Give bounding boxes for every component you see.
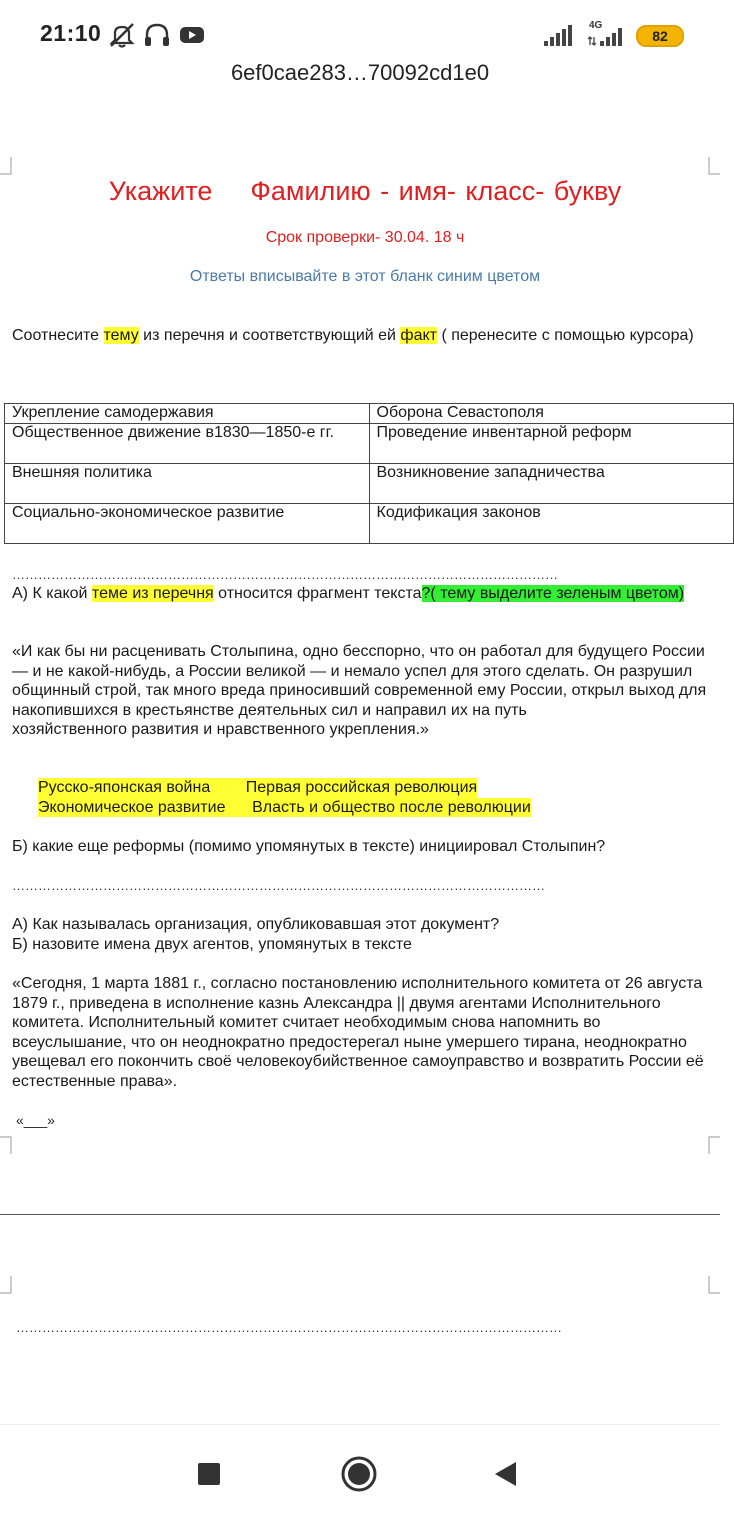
- deadline-text: Срок проверки- 30.04. 18 ч: [265, 229, 465, 246]
- page-corner-mark: [708, 1136, 720, 1154]
- answer-line[interactable]: ………………………………………………………………………………………………………………: [12, 567, 558, 582]
- table-row: [5, 404, 734, 424]
- document-title: 6ef0cae283…70092cd1e0: [230, 60, 490, 85]
- task3-question-b: Б) назовите имена двух агентов, упомянутых в тексте: [12, 936, 412, 953]
- page-corner-mark: [0, 1136, 12, 1154]
- table-row: [5, 504, 734, 544]
- headset-icon: [143, 22, 171, 48]
- matching-table: [4, 403, 734, 544]
- highlight-topic-list: теме из перечня: [91, 585, 214, 602]
- table-row: [5, 424, 734, 464]
- answer-line[interactable]: ………………………………………………………………………………………………………………: [16, 1320, 562, 1335]
- table-cell[interactable]: Внешняя политика: [5, 464, 370, 504]
- table-cell[interactable]: Проведение инвентарной реформ: [369, 424, 734, 464]
- page-corner-mark: [708, 157, 720, 175]
- highlight-fact: факт: [400, 327, 437, 344]
- youtube-icon: [179, 22, 205, 48]
- page-corner-mark: [0, 157, 12, 175]
- highlight-topic: тему: [103, 327, 139, 344]
- topic-option-line[interactable]: Экономическое развитие Власть и общество после революции: [38, 798, 531, 816]
- topic-option-line[interactable]: Русско-японская война Первая российская революция: [38, 779, 478, 796]
- answer-note: Ответы вписывайте в этот бланк синим цветом: [189, 268, 541, 285]
- table-cell[interactable]: Оборона Севастополя: [369, 404, 734, 424]
- status-time: 21:10: [40, 20, 102, 46]
- table-cell[interactable]: Социально-экономическое развитие: [5, 504, 370, 544]
- network-type-label: 4G: [589, 20, 603, 31]
- assignment-heading: Укажите Фамилию - имя- класс- букву: [108, 176, 622, 206]
- blank-answer[interactable]: «___»: [16, 1112, 55, 1128]
- table-cell[interactable]: Общественное движение в1830—1850-е гг.: [5, 424, 370, 464]
- signal-4g-icon: [587, 22, 627, 48]
- page-corner-mark: [708, 1276, 720, 1294]
- task1-instruction: Соотнесите тему из перечня и соответствующий ей факт ( перенесите с помощью курсора): [12, 327, 694, 344]
- page-corner-mark: [0, 1276, 12, 1294]
- topic-options: [38, 778, 531, 817]
- table-cell[interactable]: Кодификация законов: [369, 504, 734, 544]
- back-button[interactable]: [492, 1460, 520, 1488]
- signal-icon: [543, 22, 573, 48]
- task2-question: А) К какой теме из перечня относится фрагмент текста?( тему выделите зеленым цветом): [12, 585, 685, 602]
- mute-alarm-icon: [108, 22, 136, 48]
- recent-apps-button[interactable]: [196, 1461, 222, 1487]
- task3-question-a: А) Как называлась организация, опубликовавшая этот документ?: [12, 916, 500, 933]
- table-cell[interactable]: Возникновение западничества: [369, 464, 734, 504]
- home-button[interactable]: [340, 1455, 378, 1493]
- page-separator: [0, 1214, 720, 1215]
- battery-indicator: 82: [636, 25, 684, 47]
- question-b: Б) какие еще реформы (помимо упомянутых в тексте) инициировал Столыпин?: [12, 838, 606, 855]
- stolypin-quote: «И как бы ни расценивать Столыпина, одно бесспорно, что он работал для будущего России — и не какой-нибудь, а России великой — и немало успел для этого сделать. Он разрушил общинный строй, так много вреда приносивший современной ему России, открыл выход для накопившихся в крестьянстве деятельных сил и направил их на путь хозяйственного развития и нравственного укрепления.»: [12, 643, 707, 738]
- table-row: [5, 464, 734, 504]
- answer-line[interactable]: ……………………………………………………………………………………………………………: [12, 878, 545, 893]
- highlight-green-instruction: ?( тему выделите зеленым цветом): [421, 585, 685, 602]
- table-cell[interactable]: Укрепление самодержавия: [5, 404, 370, 424]
- navigation-bar: [0, 1424, 720, 1521]
- narodnaya-volya-quote: «Сегодня, 1 марта 1881 г., согласно постановлению исполнительного комитета от 26 августа 1879 г., приведена в исполнение казнь Александра || двумя агентами Исполнительного комитета. Исполнительный комитет считает необходимым снова напомнить во всеуслышание, что он неоднократно предостерегал ныне умершего тирана, неоднократно увещевал его покончить своё человекоубийственное самоуправство и возвратить России её естественные права».: [12, 975, 704, 1090]
